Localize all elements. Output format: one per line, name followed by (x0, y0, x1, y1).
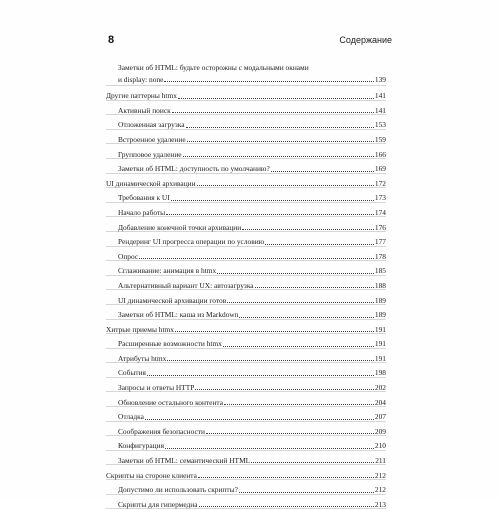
table-of-contents (106, 63, 386, 509)
toc-leader-dots (227, 302, 374, 303)
toc-leader-dots (224, 404, 374, 405)
toc-entry-title: Заметки об HTML: каша из Markdown (118, 310, 239, 320)
toc-entry-title: Заметки об HTML: семантический HTML (118, 456, 251, 466)
toc-entry-title: Начало работы (118, 207, 166, 217)
toc-leader-dots (145, 419, 374, 420)
toc-entry (106, 407, 386, 421)
toc-entry-page: 141 (374, 105, 386, 115)
toc-entry-title: Расширенные возможности htmx (118, 339, 222, 349)
toc-entry-title: Хитрые приемы htmx (106, 324, 174, 334)
toc-entry-last-line (118, 72, 386, 83)
toc-entry (106, 144, 386, 158)
toc-entry (106, 217, 386, 231)
toc-leader-dots (139, 258, 374, 259)
toc-entry (106, 247, 386, 261)
toc-entry (106, 363, 386, 377)
toc-entry-page: 204 (374, 397, 386, 407)
toc-leader-dots (164, 81, 373, 82)
toc-entry-page: 209 (374, 426, 386, 436)
toc-leader-dots (217, 273, 374, 274)
toc-entry (106, 465, 386, 479)
toc-entry-page: 191 (374, 324, 386, 334)
toc-entry (106, 334, 386, 348)
toc-leader-dots (239, 317, 373, 318)
toc-entry (106, 436, 386, 450)
toc-entry (106, 495, 386, 509)
toc-leader-dots (197, 185, 374, 186)
toc-leader-dots (251, 462, 374, 463)
toc-entry-page: 188 (374, 280, 386, 290)
toc-entry-page: 211 (375, 456, 386, 466)
toc-entry (106, 349, 386, 363)
toc-entry-title: Добавление конечной точки архивации (118, 222, 242, 232)
toc-entry-title: UI динамической архивации готов (118, 295, 227, 305)
toc-entry (106, 392, 386, 406)
running-head: Содержание (339, 35, 392, 45)
toc-entry-page: 198 (374, 368, 386, 378)
toc-leader-dots (178, 98, 374, 99)
toc-entry-title: Атрибуты htmx (118, 353, 167, 363)
toc-entry-page: 202 (374, 383, 386, 393)
toc-entry (106, 86, 386, 100)
toc-leader-dots (167, 360, 374, 361)
toc-entry-page: 178 (374, 251, 386, 261)
toc-entry-page: 189 (374, 295, 386, 305)
toc-entry-title: Сглаживание: анимация в htmx (118, 266, 217, 276)
toc-leader-dots (265, 244, 374, 245)
toc-leader-dots (186, 127, 374, 128)
toc-leader-dots (183, 156, 374, 157)
toc-entry-title: Опрос (118, 251, 139, 261)
toc-leader-dots (255, 287, 374, 288)
toc-leader-dots (242, 229, 374, 230)
toc-entry-page: 191 (374, 353, 386, 363)
toc-entry-title: Требования к UI (118, 193, 170, 203)
toc-entry-page: 189 (374, 310, 386, 320)
toc-entry-title: События (118, 368, 146, 378)
toc-entry-page: 191 (374, 339, 386, 349)
toc-entry-page: 153 (374, 120, 386, 130)
toc-entry (106, 320, 386, 334)
toc-entry-page: 207 (374, 412, 386, 422)
toc-entry-page: 212 (374, 485, 386, 495)
toc-entry-title: Другие паттерны htmx (106, 91, 177, 101)
page-number: 8 (108, 34, 115, 46)
toc-entry (106, 63, 386, 85)
toc-entry-title: Скрипты для гипермедиа (118, 499, 198, 509)
toc-entry-title: Встроенное удаление (118, 134, 186, 144)
toc-leader-dots (206, 433, 374, 434)
toc-entry-title: Альтернативный вариант UX: автозагрузка (118, 280, 254, 290)
toc-entry (106, 115, 386, 129)
toc-leader-dots (175, 331, 374, 332)
toc-entry-page: 172 (374, 178, 386, 188)
toc-entry (106, 101, 386, 115)
toc-entry-page: 139 (374, 74, 386, 84)
toc-entry-page: 212 (374, 470, 386, 480)
toc-entry-page: 173 (374, 193, 386, 203)
toc-leader-dots (187, 141, 374, 142)
toc-entry-page: 176 (374, 222, 386, 232)
toc-leader-dots (166, 214, 374, 215)
toc-entry-page: 185 (374, 266, 386, 276)
toc-entry (106, 305, 386, 319)
toc-leader-dots (172, 112, 374, 113)
toc-entry (106, 130, 386, 144)
toc-entry-title: Запросы и ответы HTTP (118, 383, 195, 393)
toc-entry-page: 210 (374, 441, 386, 451)
toc-entry (106, 232, 386, 246)
toc-entry-title: и display: none (118, 74, 164, 84)
toc-entry-title: Заметки об HTML: доступность по умолчанию? (118, 164, 270, 174)
toc-leader-dots (223, 346, 374, 347)
toc-leader-dots (165, 448, 374, 449)
toc-leader-dots (195, 389, 374, 390)
toc-leader-dots (271, 171, 374, 172)
toc-entry (106, 276, 386, 290)
toc-leader-dots (199, 506, 374, 507)
toc-leader-dots (147, 375, 374, 376)
toc-entry-title: Конфигурация (118, 441, 164, 451)
toc-entry-title: Заметки об HTML: будьте осторожны с модальными окнами (118, 63, 309, 72)
toc-leader-dots (198, 477, 374, 478)
toc-entry-title: Допустимо ли использовать скрипты? (118, 485, 238, 495)
toc-entry-page: 213 (374, 499, 386, 509)
toc-entry (106, 261, 386, 275)
toc-entry-page: 174 (374, 207, 386, 217)
toc-entry (106, 203, 386, 217)
toc-entry-page: 166 (374, 149, 386, 159)
toc-entry-page: 177 (374, 237, 386, 247)
toc-entry-title: Соображения безопасности (118, 426, 205, 436)
toc-entry (106, 188, 386, 202)
toc-entry (106, 451, 386, 465)
toc-entry (106, 422, 386, 436)
toc-entry-title: UI динамической архивации (106, 178, 196, 188)
toc-entry-page: 159 (374, 134, 386, 144)
toc-entry-page: 141 (374, 91, 386, 101)
toc-entry-title: Отладка (118, 412, 144, 422)
toc-entry-title: Групповое удаление (118, 149, 182, 159)
toc-entry (106, 378, 386, 392)
toc-entry-title: Скрипты на стороне клиента (106, 470, 197, 480)
toc-leader-dots (171, 200, 374, 201)
toc-entry-title: Отложенная загрузка (118, 120, 185, 130)
toc-leader-dots (239, 492, 374, 493)
toc-entry-title: Обновление остального контента (118, 397, 224, 407)
toc-entry (106, 159, 386, 173)
toc-entry (106, 480, 386, 494)
toc-entry (106, 174, 386, 188)
toc-entry (106, 290, 386, 304)
toc-entry-title: Активный поиск (118, 105, 171, 115)
toc-entry-title: Рендеринг UI прогресса операции по условию (118, 237, 265, 247)
toc-entry-page: 169 (374, 164, 386, 174)
